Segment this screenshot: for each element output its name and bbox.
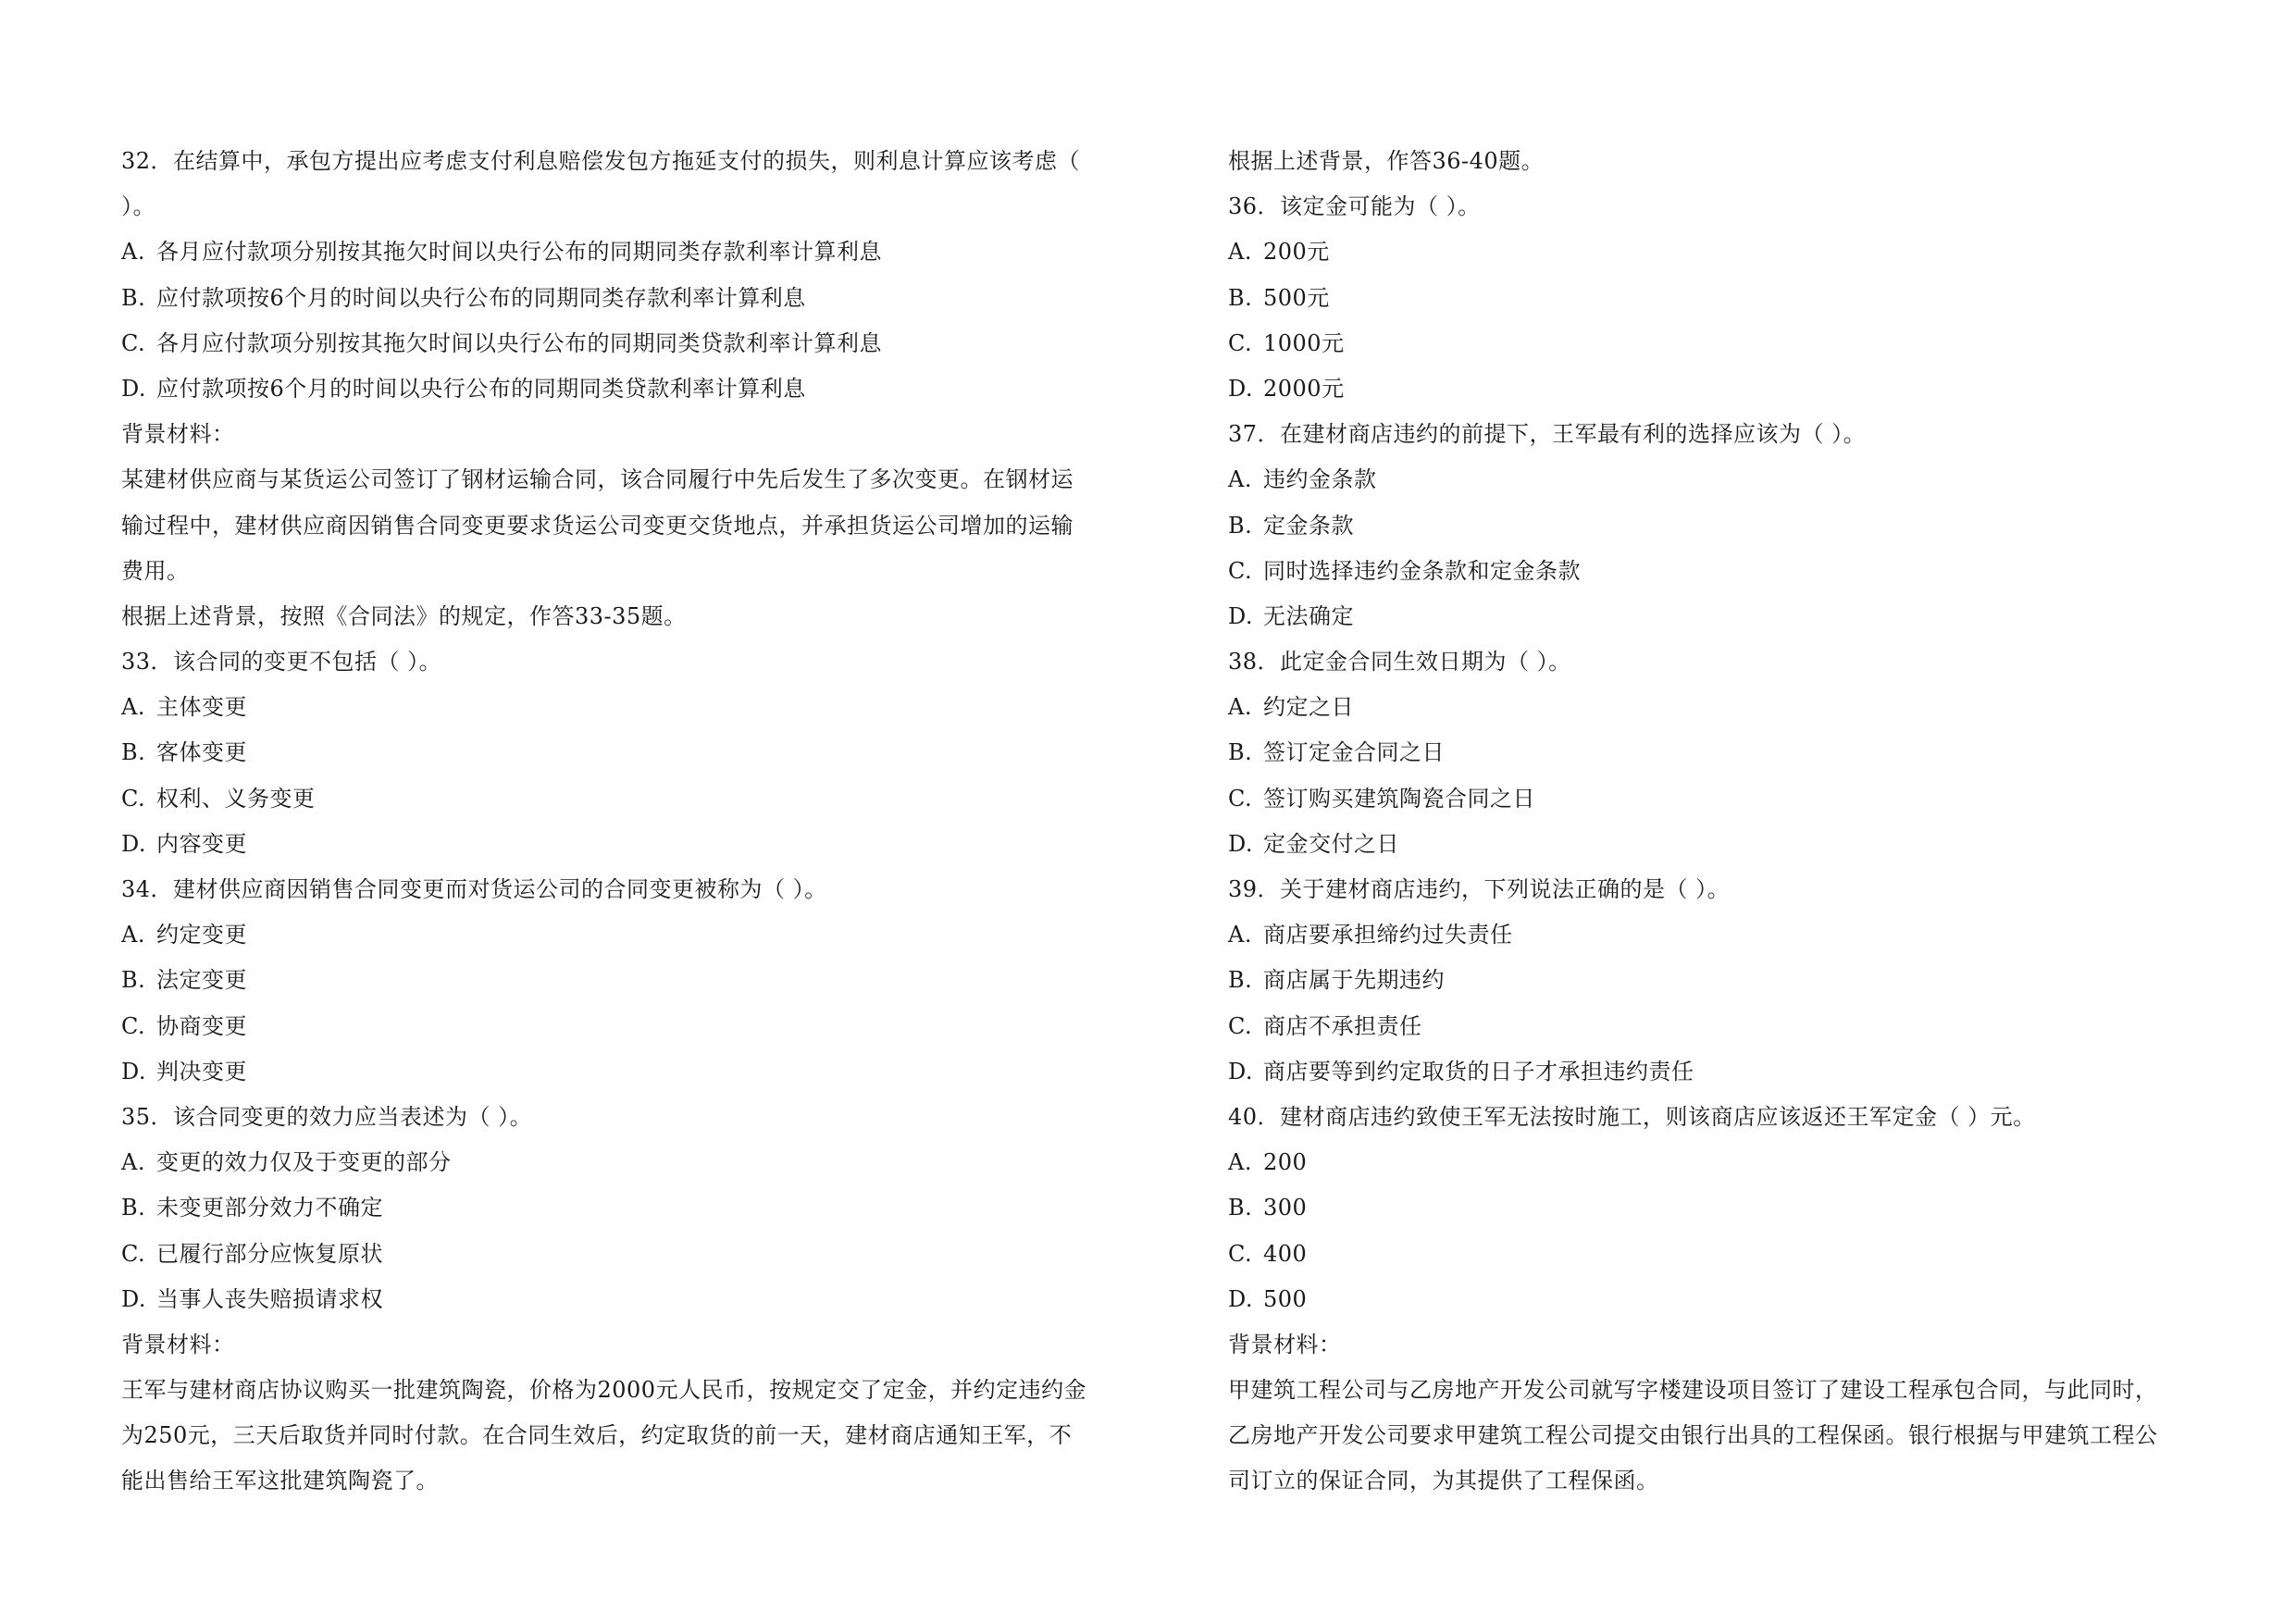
question-text: 39．关于建材商店违约，下列说法正确的是（ ）。: [1228, 876, 1731, 902]
answer-option: [121, 685, 1130, 730]
option-letter: A.: [1228, 694, 1252, 721]
body-text: 输过程中，建材供应商因销售合同变更要求货运公司变更交货地点，并承担货运公司增加的运输: [121, 512, 1074, 539]
answer-option: [121, 912, 1130, 958]
option-letter: C.: [1228, 1012, 1253, 1039]
answer-option: [1228, 912, 2195, 958]
option-letter: A.: [1228, 466, 1252, 493]
option-letter: D.: [1228, 830, 1254, 857]
question-text: 33．该合同的变更不包括（ ）。: [121, 649, 442, 676]
option-text: 200: [1263, 1149, 1308, 1176]
option-letter: B.: [121, 739, 146, 766]
option-letter: A.: [121, 239, 145, 266]
option-letter: A.: [1228, 239, 1252, 266]
option-text: 1000元: [1263, 329, 1345, 356]
body-text: 费用。: [121, 557, 190, 584]
answer-option: [121, 1277, 1130, 1322]
option-text: 500: [1263, 1285, 1308, 1312]
option-text: 法定变更: [156, 967, 247, 994]
option-text: 商店属于先期违约: [1263, 967, 1445, 994]
answer-option: [1228, 776, 2195, 822]
answer-option: [1228, 1185, 2195, 1231]
right-column: [1228, 139, 2195, 1505]
option-text: 签订购买建筑陶瓷合同之日: [1263, 785, 1535, 812]
answer-option: [1228, 549, 2195, 594]
answer-option: [1228, 1232, 2195, 1277]
option-text: 200元: [1263, 239, 1330, 266]
body-text: 背景材料：: [1228, 1331, 1342, 1357]
answer-option: [1228, 1049, 2195, 1095]
body-text: 根据上述背景，作答36-40题。: [1228, 148, 1545, 174]
option-text: 变更的效力仅及于变更的部分: [156, 1149, 452, 1176]
option-letter: C.: [1228, 329, 1253, 356]
question-text: 32．在结算中，承包方提出应考虑支付利息赔偿发包方拖延支付的损失，则利息计算应该考虑（: [121, 148, 1081, 174]
option-text: 400: [1263, 1240, 1308, 1267]
option-letter: C.: [121, 329, 146, 356]
answer-option: [1228, 685, 2195, 730]
answer-option: [121, 1004, 1130, 1049]
option-text: 权利、义务变更: [156, 785, 316, 812]
answer-option: [1228, 503, 2195, 549]
option-text: 定金交付之日: [1263, 830, 1399, 857]
answer-option: [121, 730, 1130, 775]
option-text: 约定变更: [156, 922, 247, 948]
question-text: 38．此定金合同生效日期为（ ）。: [1228, 649, 1571, 676]
answer-option: [1228, 1004, 2195, 1049]
option-letter: D.: [1228, 1285, 1254, 1312]
option-text: 协商变更: [156, 1012, 247, 1039]
option-letter: B.: [121, 284, 146, 311]
option-letter: D.: [121, 830, 147, 857]
answer-option: [121, 321, 1130, 366]
answer-option: [1228, 321, 2195, 366]
option-text: 已履行部分应恢复原状: [156, 1240, 383, 1267]
option-letter: C.: [1228, 557, 1253, 584]
option-letter: A.: [1228, 922, 1252, 948]
answer-option: [121, 776, 1130, 822]
option-text: 主体变更: [156, 694, 247, 721]
option-letter: D.: [1228, 375, 1254, 402]
option-letter: D.: [121, 1285, 147, 1312]
question-text: 40．建材商店违约致使王军无法按时施工，则该商店应该返还王军定金（ ）元。: [1228, 1103, 2036, 1130]
body-text: 司订立的保证合同，为其提供了工程保函。: [1228, 1468, 1659, 1494]
option-letter: B.: [1228, 512, 1253, 539]
option-text: 客体变更: [156, 739, 247, 766]
body-text: 背景材料：: [121, 1331, 235, 1357]
question-text: 35．该合同变更的效力应当表述为（ ）。: [121, 1103, 533, 1130]
answer-option: [1228, 958, 2195, 1003]
question-text: ）。: [121, 193, 155, 220]
option-letter: C.: [1228, 785, 1253, 812]
option-text: 判决变更: [156, 1058, 247, 1085]
option-text: 签订定金合同之日: [1263, 739, 1445, 766]
answer-option: [121, 1185, 1130, 1231]
body-text: 根据上述背景，按照《合同法》的规定，作答33-35题。: [121, 602, 687, 629]
answer-option: [1228, 1140, 2195, 1185]
option-letter: D.: [1228, 1058, 1254, 1085]
answer-option: [121, 822, 1130, 867]
answer-option: [121, 276, 1130, 321]
option-letter: C.: [1228, 1240, 1253, 1267]
option-text: 500元: [1263, 284, 1330, 311]
option-text: 各月应付款项分别按其拖欠时间以央行公布的同期同类贷款利率计算利息: [156, 329, 882, 356]
answer-option: [1228, 276, 2195, 321]
option-letter: B.: [121, 1195, 146, 1221]
option-text: 商店要承担缔约过失责任: [1263, 922, 1513, 948]
answer-option: [1228, 730, 2195, 775]
option-letter: A.: [1228, 1149, 1252, 1176]
option-letter: A.: [121, 1149, 145, 1176]
option-text: 商店不承担责任: [1263, 1012, 1422, 1039]
body-text: 为250元，三天后取货并同时付款。在合同生效后，约定取货的前一天，建材商店通知王军，不: [121, 1422, 1073, 1449]
body-text: 能出售给王军这批建筑陶瓷了。: [121, 1468, 439, 1494]
option-text: 应付款项按6个月的时间以央行公布的同期同类存款利率计算利息: [156, 284, 806, 311]
answer-option: [1228, 594, 2195, 639]
option-text: 应付款项按6个月的时间以央行公布的同期同类贷款利率计算利息: [156, 375, 806, 402]
option-letter: C.: [121, 785, 146, 812]
body-text: 某建材供应商与某货运公司签订了钢材运输合同，该合同履行中先后发生了多次变更。在钢材运: [121, 466, 1074, 493]
option-text: 内容变更: [156, 830, 247, 857]
answer-option: [1228, 366, 2195, 412]
answer-option: [1228, 229, 2195, 275]
question-text: 34．建材供应商因销售合同变更而对货运公司的合同变更被称为（ ）。: [121, 876, 827, 902]
answer-option: [121, 366, 1130, 412]
answer-option: [121, 958, 1130, 1003]
option-letter: B.: [1228, 284, 1253, 311]
option-letter: A.: [121, 922, 145, 948]
option-text: 当事人丧失赔损请求权: [156, 1285, 383, 1312]
option-letter: D.: [121, 1058, 147, 1085]
option-letter: A.: [121, 694, 145, 721]
option-letter: B.: [1228, 967, 1253, 994]
question-text: 37．在建材商店违约的前提下，王军最有利的选择应该为（ ）。: [1228, 421, 1867, 448]
answer-option: [121, 1232, 1130, 1277]
option-text: 2000元: [1263, 375, 1345, 402]
answer-option: [121, 1049, 1130, 1095]
body-text: 王军与建材商店协议购买一批建筑陶瓷，价格为2000元人民币，按规定交了定金，并约定违约金: [121, 1377, 1087, 1404]
answer-option: [121, 1140, 1130, 1185]
option-text: 约定之日: [1263, 694, 1354, 721]
option-letter: B.: [1228, 1195, 1253, 1221]
question-text: 36．该定金可能为（ ）。: [1228, 193, 1481, 220]
option-letter: C.: [121, 1240, 146, 1267]
option-text: 同时选择违约金条款和定金条款: [1263, 557, 1581, 584]
option-letter: D.: [121, 375, 147, 402]
left-column: [121, 139, 1130, 1505]
answer-option: [1228, 1277, 2195, 1322]
option-text: 定金条款: [1263, 512, 1354, 539]
option-text: 违约金条款: [1263, 466, 1377, 493]
option-letter: B.: [121, 967, 146, 994]
option-letter: D.: [1228, 602, 1254, 629]
option-text: 无法确定: [1263, 602, 1354, 629]
option-letter: B.: [1228, 739, 1253, 766]
option-text: 未变更部分效力不确定: [156, 1195, 383, 1221]
option-text: 各月应付款项分别按其拖欠时间以央行公布的同期同类存款利率计算利息: [156, 239, 882, 266]
body-text: 背景材料：: [121, 421, 235, 448]
answer-option: [1228, 457, 2195, 502]
option-letter: C.: [121, 1012, 146, 1039]
answer-option: [1228, 822, 2195, 867]
body-text: 甲建筑工程公司与乙房地产开发公司就写字楼建设项目签订了建设工程承包合同，与此同时，: [1228, 1377, 2158, 1404]
option-text: 商店要等到约定取货的日子才承担违约责任: [1263, 1058, 1694, 1085]
option-text: 300: [1263, 1195, 1308, 1221]
body-text: 乙房地产开发公司要求甲建筑工程公司提交由银行出具的工程保函。银行根据与甲建筑工程公: [1228, 1422, 2158, 1449]
answer-option: [121, 229, 1130, 275]
